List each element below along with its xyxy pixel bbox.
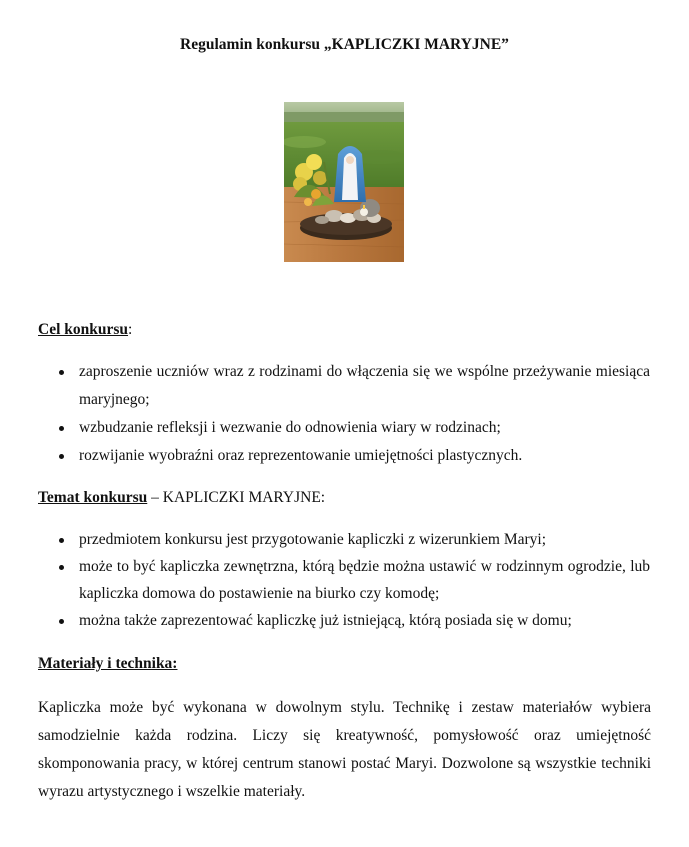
list-item: zaproszenie uczniów wraz z rodzinami do włączenia się we wspólne przeżywanie miesiąca maryjnego; (0, 358, 689, 414)
list-item: może to być kapliczka zewnętrzna, którą będzie można ustawić w rodzinnym ogrodzie, lub kapliczka domowa do postawienie na biurko czy komodę; (0, 553, 689, 607)
list-item: rozwijanie wyobraźni oraz reprezentowanie umiejętności plastycznych. (0, 442, 689, 470)
section-heading-topic (38, 489, 325, 507)
goal-list (0, 358, 689, 470)
shrine-photo (284, 102, 404, 262)
section-heading-goal-suffix: : (128, 321, 133, 338)
section-heading-topic-suffix: – KAPLICZKI MARYJNE: (147, 489, 326, 506)
document-title: Regulamin konkursu „KAPLICZKI MARYJNE” (180, 36, 509, 53)
list-item: przedmiotem konkursu jest przygotowanie kapliczki z wizerunkiem Maryi; (0, 526, 689, 553)
section-heading-materials (38, 655, 177, 673)
section-heading-goal-text: Cel konkursu (38, 321, 129, 338)
materials-paragraph: Kapliczka może być wykonana w dowolnym stylu. Technikę i zestaw materiałów wybiera samodzielnie każda rodzina. Liczy się kreatywność, pomysłowość oraz umiejętność skomponowania pracy, w której centrum stanowi postać Maryi. Dozwolone są wszystkie techniki wyrazu artystycznego i wszelkie materiały. (38, 699, 651, 800)
section-heading-topic-text: Temat konkursu (38, 489, 148, 506)
list-item: można także zaprezentować kapliczkę już istniejącą, którą posiada się w domu; (0, 607, 689, 634)
section-heading-goal (38, 321, 132, 339)
section-heading-materials-text: Materiały i technika: (38, 655, 178, 672)
list-item: wzbudzanie refleksji i wezwanie do odnowienia wiary w rodzinach; (0, 414, 689, 442)
topic-list (0, 526, 689, 634)
